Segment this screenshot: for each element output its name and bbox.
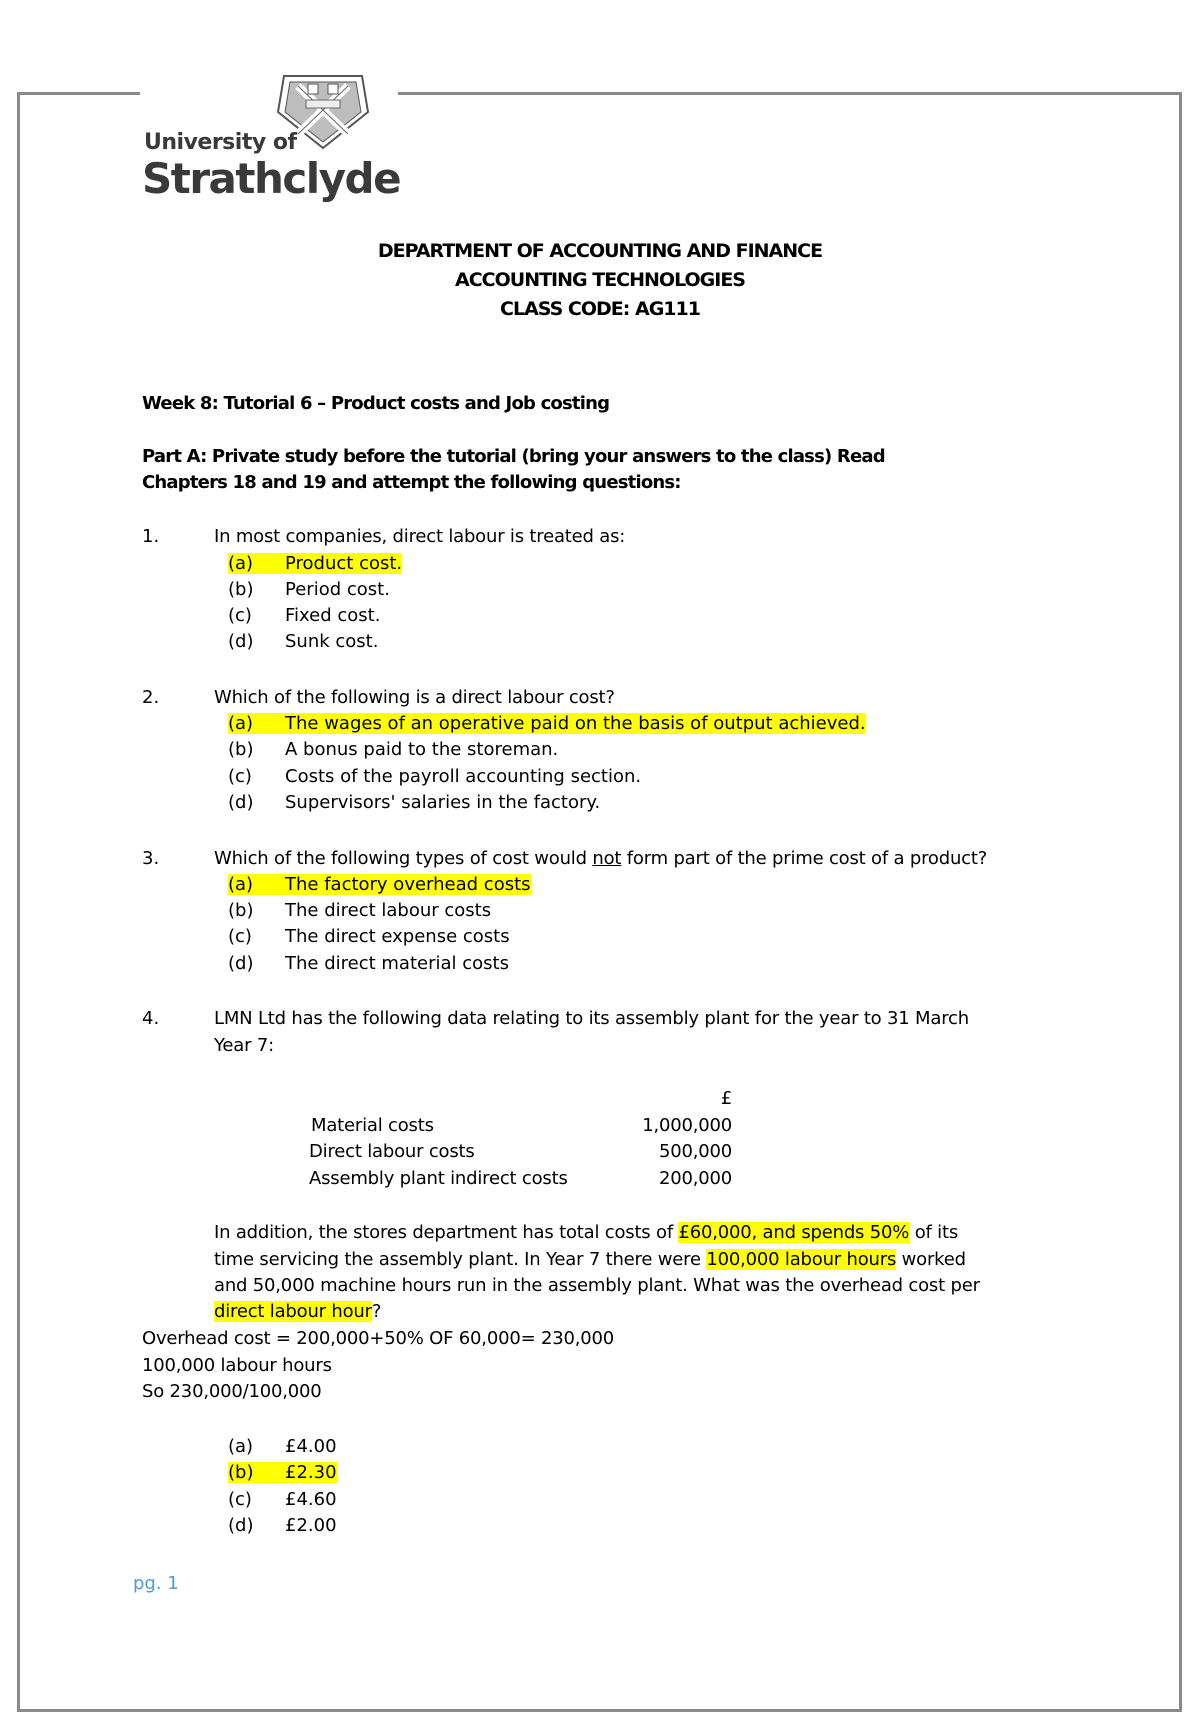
option-row xyxy=(228,792,600,813)
option-letter: (c) xyxy=(228,926,252,947)
part-a-line-1: Part A: Private study before the tutorial (bring your answers to the class) Read xyxy=(142,446,885,467)
option-row xyxy=(228,739,558,760)
underlined-word: not xyxy=(592,848,622,869)
option-letter: (c) xyxy=(228,605,252,626)
option-row xyxy=(228,926,510,947)
question-number: 3. xyxy=(142,848,160,869)
logo-line-1: University of xyxy=(144,130,297,155)
table-value: 200,000 xyxy=(658,1168,732,1189)
option-letter: (b) xyxy=(228,739,254,760)
option-text: Sunk cost. xyxy=(285,631,379,652)
table-label: Assembly plant indirect costs xyxy=(309,1168,568,1189)
option-row xyxy=(228,631,378,652)
option-row xyxy=(228,605,380,626)
option-letter: (d) xyxy=(228,953,254,974)
option-letter: (a) xyxy=(228,713,254,734)
question-number: 4. xyxy=(142,1008,160,1029)
option-text: Costs of the payroll accounting section. xyxy=(285,766,642,787)
option-text: £2.00 xyxy=(285,1515,337,1536)
option-row xyxy=(228,1489,337,1510)
question-text-line-1: LMN Ltd has the following data relating to its assembly plant for the year to 31 March xyxy=(214,1008,969,1029)
option-letter: (d) xyxy=(228,792,254,813)
option-row xyxy=(228,1515,337,1536)
option-letter: (b) xyxy=(228,579,254,600)
option-text: £2.30 xyxy=(285,1462,337,1483)
working-line: So 230,000/100,000 xyxy=(142,1381,322,1402)
option-text: The direct material costs xyxy=(285,953,509,974)
question-text: Which of the following types of cost would not form part of the prime cost of a product? xyxy=(214,848,988,869)
option-row xyxy=(228,579,390,600)
paragraph-line-4: direct labour hour? xyxy=(214,1301,382,1322)
currency-header: £ xyxy=(720,1088,732,1109)
option-row xyxy=(228,953,509,974)
table-value: 1,000,000 xyxy=(642,1115,732,1136)
question-text: In most companies, direct labour is treated as: xyxy=(214,526,626,547)
option-text: Fixed cost. xyxy=(285,605,381,626)
page-number: pg. 1 xyxy=(133,1573,179,1594)
option-text: Period cost. xyxy=(285,579,390,600)
working-line: 100,000 labour hours xyxy=(142,1355,332,1376)
highlight: direct labour hour xyxy=(214,1301,372,1322)
option-text: The factory overhead costs xyxy=(285,874,531,895)
university-logo xyxy=(140,70,401,210)
option-letter: (b) xyxy=(228,1462,254,1483)
option-row xyxy=(228,553,402,574)
highlight: £60,000, and spends 50% xyxy=(678,1222,910,1243)
table-value: 500,000 xyxy=(658,1141,732,1162)
option-letter: (d) xyxy=(228,1515,254,1536)
paragraph-line-2: time servicing the assembly plant. In Year 7 there were 100,000 labour hours worked xyxy=(214,1249,966,1270)
question-number: 1. xyxy=(142,526,160,547)
paragraph-line-3: and 50,000 machine hours run in the assembly plant. What was the overhead cost per xyxy=(214,1275,980,1296)
part-a-line-2: Chapters 18 and 19 and attempt the following questions: xyxy=(142,472,681,493)
option-letter: (a) xyxy=(228,1436,254,1457)
option-text: Supervisors' salaries in the factory. xyxy=(285,792,601,813)
logo-line-2: Strathclyde xyxy=(142,154,401,203)
option-letter: (a) xyxy=(228,874,254,895)
option-text: £4.00 xyxy=(285,1436,337,1457)
option-letter: (c) xyxy=(228,1489,252,1510)
question-text-line-2: Year 7: xyxy=(214,1035,274,1056)
option-letter: (b) xyxy=(228,900,254,921)
option-text: The direct expense costs xyxy=(285,926,510,947)
option-text: Product cost. xyxy=(285,553,403,574)
class-code-heading: CLASS CODE: AG111 xyxy=(500,298,700,320)
option-text: The wages of an operative paid on the basis of output achieved. xyxy=(285,713,866,734)
option-letter: (c) xyxy=(228,766,252,787)
option-text: The direct labour costs xyxy=(285,900,492,921)
option-row xyxy=(228,1462,337,1483)
option-text: £4.60 xyxy=(285,1489,337,1510)
option-row xyxy=(228,713,866,734)
working-line: Overhead cost = 200,000+50% OF 60,000= 230,000 xyxy=(142,1328,615,1349)
option-letter: (d) xyxy=(228,631,254,652)
table-label: Direct labour costs xyxy=(309,1141,475,1162)
option-row xyxy=(228,900,491,921)
page-frame xyxy=(17,92,1182,1712)
option-letter: (a) xyxy=(228,553,254,574)
option-row xyxy=(228,1436,337,1457)
paragraph-line-1: In addition, the stores department has total costs of £60,000, and spends 50% of its xyxy=(214,1222,959,1243)
department-heading: DEPARTMENT OF ACCOUNTING AND FINANCE xyxy=(377,240,823,262)
question-text: Which of the following is a direct labour cost? xyxy=(214,687,615,708)
week-title: Week 8: Tutorial 6 – Product costs and Job costing xyxy=(142,393,610,414)
question-number: 2. xyxy=(142,687,160,708)
option-text: A bonus paid to the storeman. xyxy=(285,739,559,760)
highlight: 100,000 labour hours xyxy=(706,1249,897,1270)
course-heading: ACCOUNTING TECHNOLOGIES xyxy=(455,269,745,291)
option-row xyxy=(228,766,641,787)
table-label: Material costs xyxy=(311,1115,434,1136)
option-row xyxy=(228,874,531,895)
